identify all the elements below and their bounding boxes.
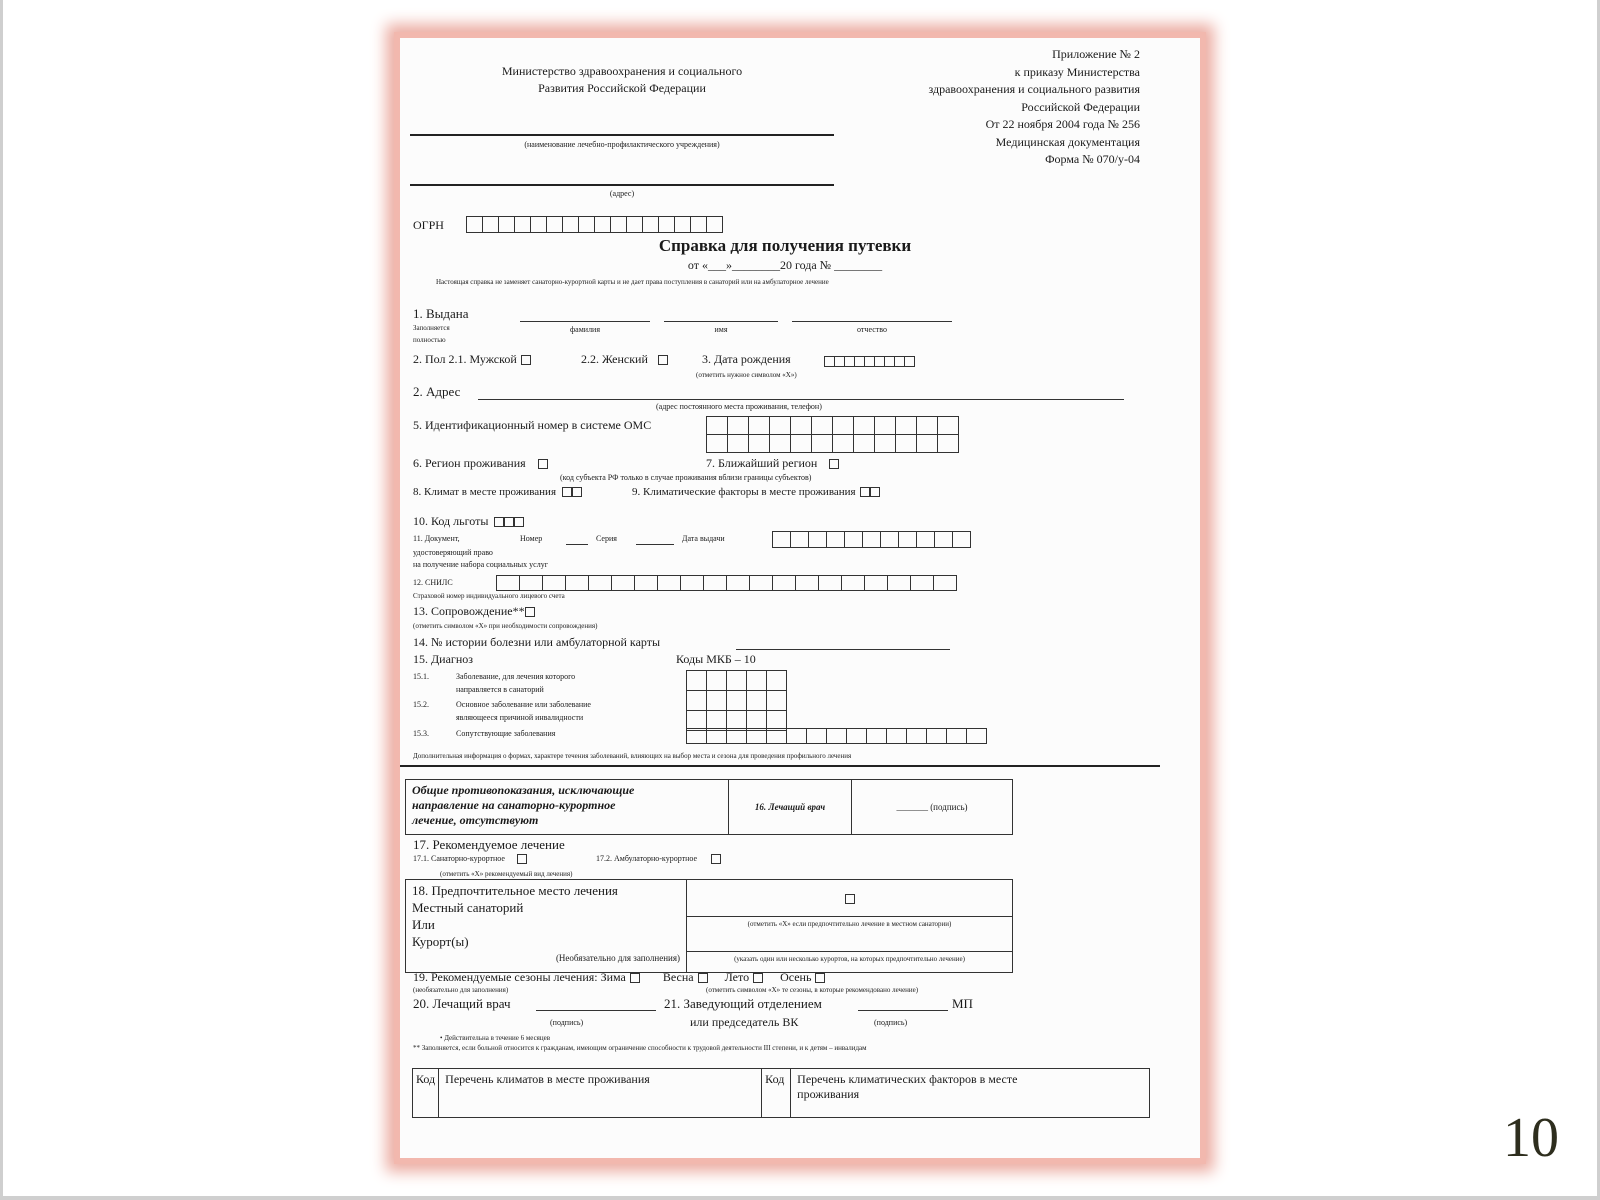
benefit-text: 10. Код льготы — [413, 514, 489, 528]
benefit-cell-2[interactable] — [504, 517, 514, 527]
footnote-2: ** Заполняется, если больной относится к гражданам, имеющим ограничение способности к трудовой деятельности III степени, и к детям – инвалидам — [413, 1044, 867, 1052]
issued-hint-1: Заполняется — [413, 324, 450, 332]
diagnosis-label: 15. Диагноз — [413, 652, 474, 666]
document-line-2: удостоверяющий право — [413, 548, 493, 557]
document-series-line — [636, 544, 674, 545]
document-line-3: на получение набора социальных услуг — [413, 560, 548, 569]
treatment-caption: (отметить «Х» рекомендуемый вид лечения) — [440, 870, 573, 878]
history-label: 14. № истории болезни или амбулаторной карты — [413, 635, 661, 649]
slide-page-number: 10 — [1503, 1107, 1559, 1169]
sanatorium-option — [413, 854, 527, 864]
autumn-checkbox[interactable] — [815, 973, 825, 983]
sex-male-label — [413, 352, 531, 367]
seasons-caption-right: (отметить символом «Х» те сезоны, в которые рекомендовано лечение) — [706, 986, 919, 994]
disclaimer: Настоящая справка не заменяет санаторно-курортной карты и не дает права поступления в санаторий или на амбулаторное лечение — [436, 278, 829, 286]
document-date-cells — [772, 531, 970, 548]
issued-to-label: 1. Выдана — [413, 306, 469, 321]
local-caption-cell: (отметить «Х» если предпочтительно лечение в местном санатории) — [687, 917, 1013, 952]
document-label: 11. Документ, — [413, 534, 460, 543]
snils-caption: Страховой номер индивидуального лицевого счета — [413, 592, 565, 600]
appendix-line: здравоохранения и социального развития — [928, 82, 1140, 96]
icd-cells-row1 — [686, 670, 786, 691]
preferred-place-cell — [406, 880, 687, 973]
outpatient-option-text: 17.2. Амбулаторно-курортное — [596, 854, 698, 863]
snils-cells — [496, 575, 956, 591]
stamp-label: МП — [952, 996, 973, 1011]
climate-cell-2[interactable] — [572, 487, 582, 497]
appendix-line: к приказу Министерства — [1014, 64, 1140, 79]
ministry-line-1: Министерство здравоохранения и социального — [501, 64, 743, 78]
appendix-line: Приложение № 2 — [1052, 47, 1140, 61]
diag-2-line-a: Основное заболевание или заболевание — [456, 700, 591, 709]
doctor-20-label: 20. Лечащий врач — [413, 996, 511, 1011]
head-21-line — [858, 1010, 948, 1011]
extra-info: Дополнительная информация о формах, характере течения заболеваний, влияющих на выбор места и сезона для проведения профильного лечения — [413, 752, 852, 760]
date-line: от «___»________20 года № ________ — [687, 258, 883, 272]
icd-cells-row2 — [686, 690, 786, 711]
preferred-place-label: 18. Предпочтительное место лечения — [412, 883, 618, 898]
ministry-line-2: Развития Российской Федерации — [538, 81, 706, 95]
summer-label: Лето — [724, 970, 750, 984]
nearest-region-text: 7. Ближайший регион — [706, 456, 818, 470]
male-checkbox[interactable] — [521, 355, 531, 365]
outpatient-checkbox[interactable] — [711, 854, 721, 864]
seasons-label — [413, 970, 825, 985]
surname-line — [520, 321, 650, 322]
resorts-caption-cell: (указать один или несколько курортов, на которых предпочтительно лечение) — [687, 952, 1013, 973]
optional-label: (Необязательно для заполнения) — [555, 953, 680, 963]
name-line — [664, 321, 778, 322]
mark-caption: (отметить нужное символом «Х») — [696, 371, 797, 379]
local-sanatorium-label: Местный санаторий — [412, 900, 524, 915]
sanatorium-checkbox[interactable] — [517, 854, 527, 864]
seasons-caption-left: (необязательно для заполнения) — [413, 986, 509, 994]
winter-checkbox[interactable] — [630, 973, 640, 983]
diag-3-line: Сопутствующие заболевания — [456, 729, 556, 738]
document-series-label: Серия — [596, 534, 617, 543]
diag-2-number: 15.2. — [413, 700, 429, 709]
address-field-line — [478, 399, 1124, 400]
winter-label: 19. Рекомендуемые сезоны лечения: Зима — [413, 970, 626, 984]
summer-checkbox[interactable] — [753, 973, 763, 983]
sex-female-text: 2.2. Женский — [581, 352, 648, 366]
sex-female-label — [581, 352, 668, 367]
female-checkbox[interactable] — [658, 355, 668, 365]
appendix-line: Медицинская документация — [995, 134, 1140, 149]
local-sanatorium-checkbox-cell — [687, 880, 1013, 917]
benefit-cell-1[interactable] — [494, 517, 504, 527]
appendix-line: Российской Федерации — [1021, 99, 1140, 114]
climate-list-header: Перечень климатов в месте проживания — [439, 1069, 762, 1118]
escort-text: 13. Сопровождение** — [413, 604, 525, 618]
factors-cell-1[interactable] — [860, 487, 870, 497]
climate-cell-1[interactable] — [562, 487, 572, 497]
region-caption: (код субъекта РФ только в случае проживания вблизи границы субъектов) — [560, 473, 812, 482]
diag-1-line-b: направляется в санаторий — [456, 685, 544, 694]
institution-line — [410, 134, 834, 136]
benefit-label — [413, 514, 524, 529]
escort-label — [413, 604, 535, 619]
contra-line-1: Общие противопоказания, исключающие — [412, 783, 635, 797]
birth-date-cells — [824, 356, 914, 367]
oms-label: 5. Идентификационный номер в системе ОМС — [413, 418, 652, 432]
form-title: Справка для получения путевки — [658, 236, 912, 255]
oms-cells-row1 — [706, 416, 958, 435]
document-sheet — [400, 38, 1200, 1158]
icd-codes-label: Коды МКБ – 10 — [676, 652, 756, 666]
sanatorium-option-text: 17.1. Санаторно-курортное — [413, 854, 505, 863]
sex-male-text: 2. Пол 2.1. Мужской — [413, 352, 517, 366]
factors-list-line-2: проживания — [797, 1087, 860, 1101]
address-line — [410, 184, 834, 186]
or-label: Или — [412, 917, 435, 932]
contra-text-cell — [406, 780, 729, 835]
institution-caption: (наименование лечебно-профилактического учреждения) — [524, 140, 720, 149]
diag-1-line-a: Заболевание, для лечения которого — [456, 672, 576, 681]
document-number-label: Номер — [520, 534, 543, 543]
factors-list-header — [791, 1069, 1150, 1118]
history-field-line — [736, 649, 950, 650]
address-label: 2. Адрес — [413, 384, 461, 399]
issued-hint-2: полностью — [413, 336, 446, 344]
local-sanatorium-checkbox[interactable] — [845, 894, 855, 904]
doctor-20-signature: (подпись) — [550, 1018, 584, 1027]
autumn-label: Осень — [780, 970, 812, 984]
spring-checkbox[interactable] — [698, 973, 708, 983]
patronymic-line — [792, 321, 952, 322]
appendix-line: Форма № 070/у-04 — [1045, 152, 1140, 166]
ogrn-cells — [466, 216, 722, 233]
document-date-label: Дата выдачи — [682, 534, 725, 543]
contraindications-table — [405, 779, 1013, 835]
section-divider — [400, 765, 1160, 767]
climate-text: 8. Климат в месте проживания — [413, 486, 556, 498]
outpatient-option — [596, 854, 721, 864]
escort-caption: (отметить символом «Х» при необходимости сопровождения) — [413, 622, 598, 630]
nearest-region-checkbox[interactable] — [829, 459, 839, 469]
diag-1-number: 15.1. — [413, 672, 429, 681]
birth-date-label: 3. Дата рождения — [702, 352, 791, 366]
region-text: 6. Регион проживания — [413, 456, 526, 470]
nearest-region-label — [706, 456, 839, 471]
diag-2-line-b: являющееся причиной инвалидности — [456, 713, 584, 722]
factors-code-header: Код — [762, 1069, 791, 1118]
doctor-20-line — [536, 1010, 656, 1011]
icd-cells-row4 — [686, 728, 986, 744]
document-number-line — [566, 544, 588, 545]
oms-cells-row2 — [706, 434, 958, 453]
patronymic-caption: отчество — [857, 325, 887, 334]
spring-label: Весна — [662, 970, 694, 984]
footnote-1: • Действительна в течение 6 месяцев — [440, 1034, 551, 1042]
appendix-block — [928, 46, 1140, 169]
factors-list-line-1: Перечень климатических факторов в месте — [797, 1072, 1018, 1086]
escort-checkbox[interactable] — [525, 607, 535, 617]
chair-label: или председатель ВК — [690, 1015, 799, 1029]
factors-cell-2[interactable] — [870, 487, 880, 497]
appendix-line: От 22 ноября 2004 года № 256 — [985, 117, 1140, 131]
diag-3-number: 15.3. — [413, 729, 429, 738]
climate-factors-label — [632, 486, 880, 498]
benefit-cell-3[interactable] — [514, 517, 524, 527]
address-field-caption: (адрес постоянного места проживания, телефон) — [656, 402, 822, 411]
climate-code-header: Код — [413, 1069, 439, 1118]
climate-codes-table — [412, 1068, 1150, 1118]
doctor-16-cell: 16. Лечащий врач — [729, 780, 852, 835]
climate-label — [413, 486, 582, 498]
region-checkbox[interactable] — [538, 459, 548, 469]
recommended-treatment-label: 17. Рекомендуемое лечение — [413, 837, 565, 852]
surname-caption: фамилия — [569, 325, 601, 334]
address-caption: (адрес) — [609, 189, 635, 198]
region-label — [413, 456, 548, 471]
head-21-label: 21. Заведующий отделением — [664, 996, 822, 1011]
doctor-16-signature: _______ (подпись) — [852, 780, 1013, 835]
name-caption: имя — [714, 325, 728, 334]
climate-factors-text: 9. Климатические факторы в месте проживания — [632, 486, 856, 498]
contra-line-2: направление на санаторно-курортное — [412, 798, 616, 812]
snils-label: 12. СНИЛС — [413, 578, 453, 587]
head-21-signature: (подпись) — [874, 1018, 908, 1027]
contra-line-3: лечение, отсутствуют — [412, 813, 539, 827]
resorts-label: Курорт(ы) — [412, 934, 469, 949]
ogrn-label: ОГРН — [413, 218, 444, 232]
preferred-place-table — [405, 879, 1013, 973]
